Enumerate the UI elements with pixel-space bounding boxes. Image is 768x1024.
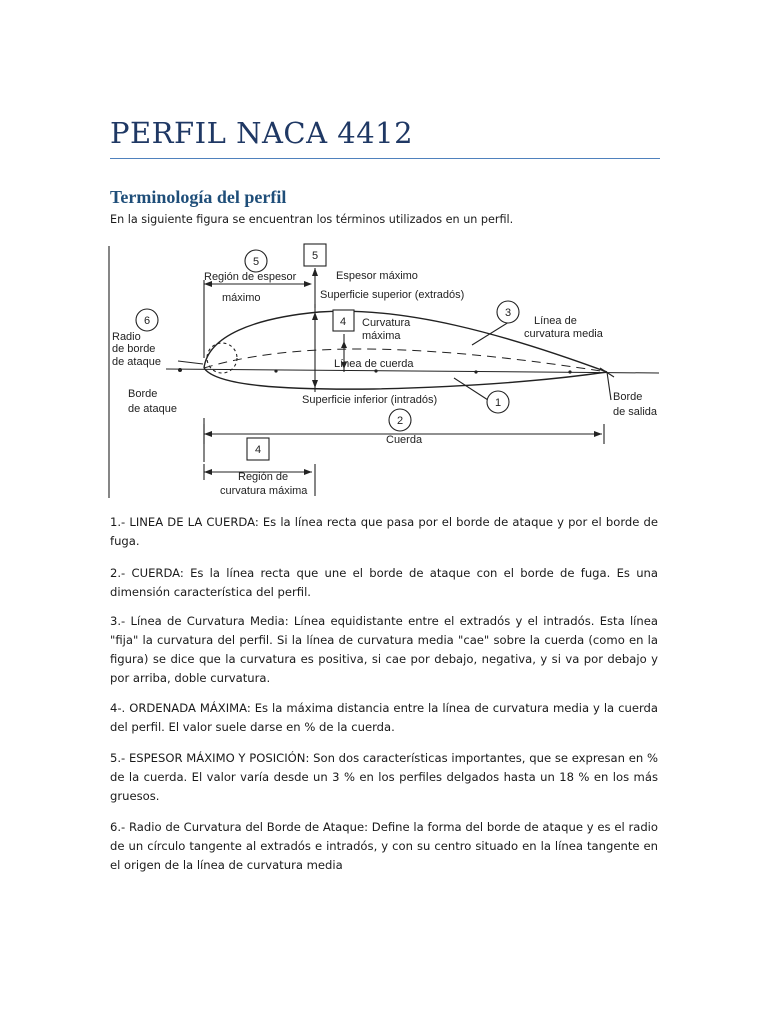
- num-1: 1: [494, 397, 502, 409]
- title-underline: [110, 158, 660, 159]
- page-title: PERFIL NACA 4412: [110, 116, 414, 150]
- paragraph-6: 6.- Radio de Curvatura del Borde de Ataque: Define la forma del borde de ataque y es el radio de un círculo tangente al extradós e intradós, y con su centro situado en la línea tangente en el origen de la línea de curvatura media: [110, 820, 658, 872]
- label-region-espesor-1: Región de espesor: [204, 271, 297, 283]
- label-linea-cuerda: Línea de cuerda: [334, 358, 414, 370]
- num-2: 2: [396, 415, 404, 427]
- label-borde-ataque-1: Borde: [128, 388, 158, 400]
- num-5a: 5: [252, 256, 260, 268]
- label-borde-ataque-2: de ataque: [128, 403, 177, 415]
- label-espesor-maximo: Espesor máximo: [336, 270, 418, 282]
- label-region-curvatura-1: Región de: [238, 471, 289, 483]
- label-linea-curvatura-1: Línea de: [534, 315, 577, 327]
- paragraph-4: 4-. ORDENADA MÁXIMA: Es la máxima distancia entre la línea de curvatura media y la cuerda del perfil. El valor suele darse en % de la cuerda.: [110, 701, 658, 734]
- num-6: 6: [143, 315, 151, 327]
- num-5b: 5: [311, 250, 319, 262]
- label-radio-1: Radio: [112, 331, 141, 343]
- label-linea-curvatura-2: curvatura media: [524, 328, 603, 340]
- label-curvatura-1: Curvatura: [362, 317, 411, 329]
- label-radio-3: de ataque: [112, 356, 161, 368]
- label-region-curvatura-2: curvatura máxima: [220, 485, 308, 497]
- label-radio-2: de borde: [112, 343, 156, 355]
- label-superficie-inferior: Superficie inferior (intradós): [302, 394, 438, 406]
- section-heading: Terminología del perfil: [110, 187, 287, 207]
- label-borde-salida-2: de salida: [613, 406, 658, 418]
- label-superficie-superior: Superficie superior (extradós): [320, 289, 465, 301]
- num-3: 3: [504, 307, 512, 319]
- num-4a: 4: [339, 316, 347, 328]
- label-region-espesor-2: máximo: [222, 292, 261, 304]
- leading-edge-circle: [207, 343, 237, 373]
- label-cuerda: Cuerda: [386, 434, 423, 446]
- paragraph-1: 1.- LINEA DE LA CUERDA: Es la línea recta que pasa por el borde de ataque y por el borde de fuga.: [110, 515, 658, 548]
- label-borde-salida-1: Borde: [613, 391, 643, 403]
- paragraph-2: 2.- CUERDA: Es la línea recta que une el borde de ataque con el borde de fuga. Es una dimensión característica del perfil.: [110, 566, 658, 599]
- paragraph-3: 3.- Línea de Curvatura Media: Línea equidistante entre el extradós y el intradós. Esta línea "fija" la curvatura del perfil. Si la línea de curvatura media "cae" sobre la cuerda (como en la figura) se dice que la curvatura es positiva, si cae por debajo, negativa, y si va por debajo y por arriba, doble curvatura.: [110, 614, 658, 685]
- airfoil-terminology-figure: [104, 240, 664, 502]
- intro-text: En la siguiente figura se encuentran los términos utilizados en un perfil.: [110, 213, 514, 226]
- paragraph-5: 5.- ESPESOR MÁXIMO Y POSICIÓN: Son dos características importantes, que se expresan en % de la cuerda. El valor varía desde un 3 % en los perfiles delgados hasta un 18 % en los más gruesos.: [110, 751, 658, 803]
- label-curvatura-2: máxima: [362, 330, 401, 342]
- num-4b: 4: [254, 444, 262, 456]
